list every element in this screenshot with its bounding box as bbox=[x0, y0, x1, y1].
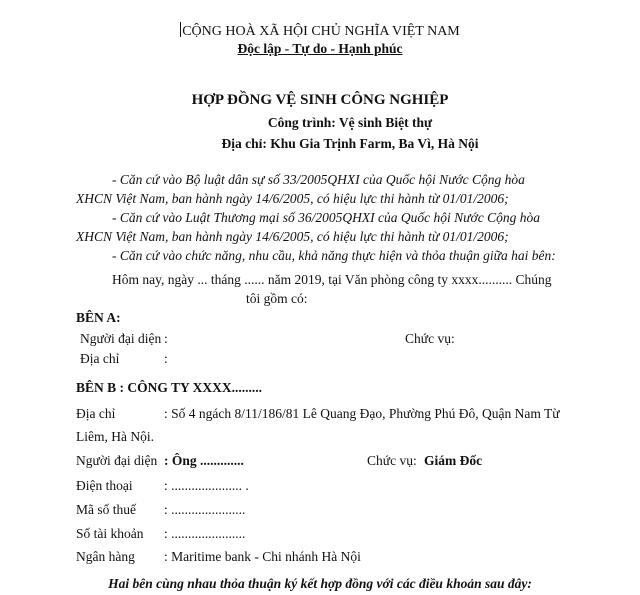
party-b-tax-value: : ...................... bbox=[164, 502, 246, 517]
party-a-heading: BÊN A: bbox=[76, 310, 121, 325]
project-address: Địa chỉ: Khu Gia Trịnh Farm, Ba Vì, Hà Nội bbox=[221, 136, 479, 151]
party-b-heading: BÊN B : CÔNG TY XXXX......... bbox=[76, 380, 263, 395]
legal-basis-1-line1: - Căn cứ vào Bộ luật dân sự số 33/2005QHXI của Quốc hội Nước Cộng hòa bbox=[112, 172, 525, 187]
contract-title: HỢP ĐỒNG VỆ SINH CÔNG NGHIỆP bbox=[191, 92, 449, 108]
party-b-rep-value: : Ông ............. bbox=[164, 453, 244, 468]
party-a-address-label: Địa chỉ bbox=[80, 351, 120, 366]
party-b-account-value: : ...................... bbox=[164, 526, 246, 541]
party-b-address-label: Địa chỉ bbox=[76, 406, 116, 421]
party-b-address-value-line2: Liêm, Hà Nội. bbox=[76, 429, 154, 444]
national-motto: Độc lập - Tự do - Hạnh phúc bbox=[237, 41, 403, 56]
party-a-rep-label: Người đại diện bbox=[80, 331, 162, 346]
party-b-bank-label: Ngân hàng bbox=[76, 549, 135, 564]
party-b-bank-value: : Maritime bank - Chi nhánh Hà Nội bbox=[164, 549, 361, 564]
party-b-account-label: Số tài khoản bbox=[76, 526, 144, 541]
legal-basis-3: - Căn cứ vào chức năng, nhu cầu, khả năng thực hiện và thỏa thuận giữa hai bên: bbox=[112, 248, 556, 263]
party-b-tax-label: Mã số thuế bbox=[76, 502, 136, 517]
legal-basis-2-line2: XHCN Việt Nam, ban hành ngày 14/6/2005, có hiệu lực thi hành từ 01/01/2006; bbox=[76, 229, 509, 244]
agreement-statement: Hai bên cùng nhau thỏa thuận ký kết hợp đồng với các điều khoản sau đây: bbox=[108, 576, 532, 591]
meeting-statement-line2: tôi gồm có: bbox=[246, 291, 308, 306]
party-b-address-value-line1: : Số 4 ngách 8/11/186/81 Lê Quang Đạo, Phường Phú Đô, Quận Nam Từ bbox=[164, 406, 560, 421]
party-b-phone-value: : ..................... . bbox=[164, 478, 249, 493]
meeting-statement-line1: Hôm nay, ngày ... tháng ...... năm 2019, tại Văn phòng công ty xxxx.......... Chúng bbox=[112, 272, 552, 287]
legal-basis-2-line1: - Căn cứ vào Luật Thương mại số 36/2005QHXI của Quốc hội Nước Cộng hòa bbox=[112, 210, 540, 225]
party-a-address-value: : bbox=[164, 351, 168, 366]
legal-basis-1-line2: XHCN Việt Nam, ban hành ngày 14/6/2005, có hiệu lực thi hành từ 01/01/2006; bbox=[76, 191, 509, 206]
party-b-position-label: Chức vụ: bbox=[367, 453, 417, 468]
country-name: CỘNG HOÀ XÃ HỘI CHỦ NGHĨA VIỆT NAM bbox=[182, 24, 460, 39]
party-b-rep-label: Người đại diện bbox=[76, 453, 158, 468]
party-a-position-label: Chức vụ: bbox=[405, 331, 455, 346]
party-b-position-value: Giám Đốc bbox=[424, 453, 483, 468]
party-b-phone-label: Điện thoại bbox=[76, 478, 133, 493]
party-a-rep-value: : bbox=[164, 331, 168, 346]
country-header bbox=[0, 22, 640, 40]
project-name: Công trình: Vệ sinh Biệt thự bbox=[267, 115, 433, 130]
